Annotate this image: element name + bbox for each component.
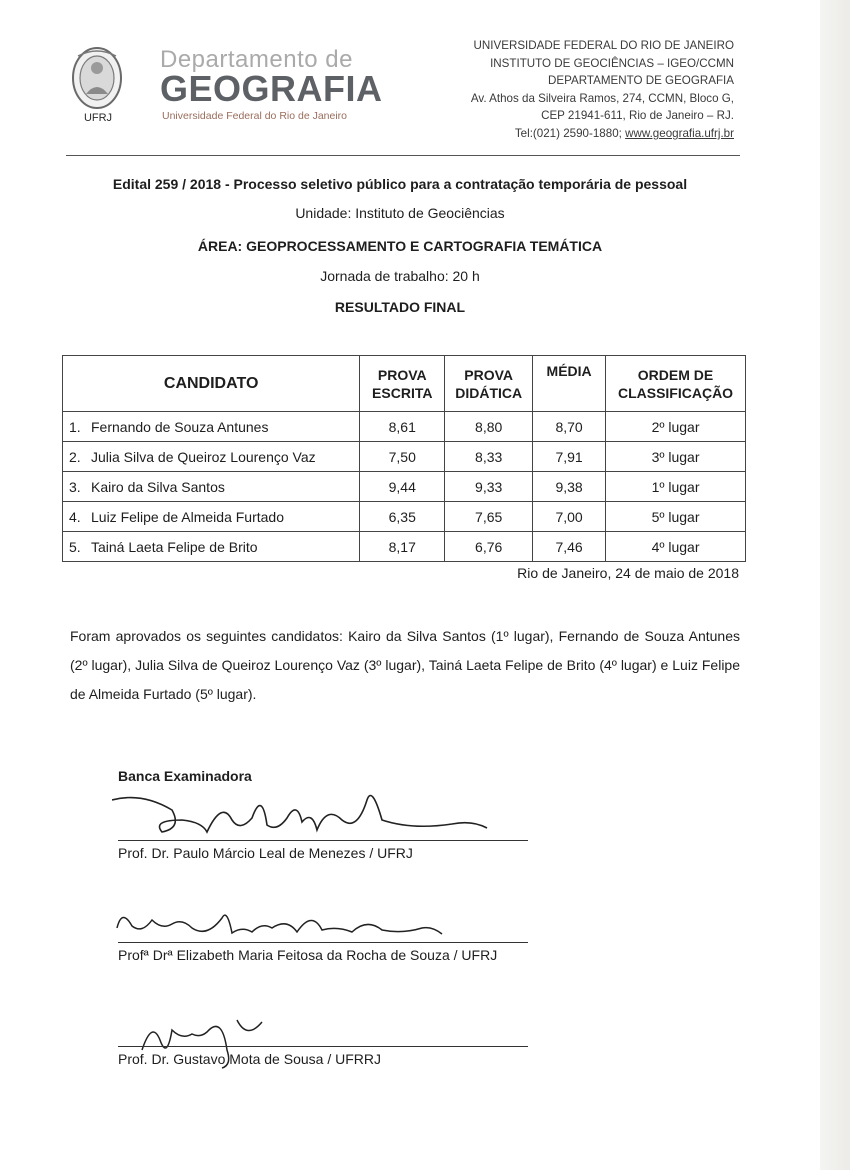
score-media: 7,00 [533,502,606,532]
classification: 5º lugar [606,502,746,532]
table-row [63,442,746,472]
inst-line: DEPARTAMENTO DE GEOGRAFIA [548,74,734,88]
inst-line: UNIVERSIDADE FEDERAL DO RIO DE JANEIRO [473,39,734,52]
table-header-row [63,356,746,412]
score-media: 8,70 [533,412,606,442]
candidate-name: 3. Kairo da Silva Santos [63,472,360,502]
candidate-name: 2. Julia Silva de Queiroz Lourenço Vaz [63,442,360,472]
classification: 3º lugar [606,442,746,472]
signature-1 [112,780,492,842]
score-didatica: 9,33 [445,472,533,502]
paper-edge [820,0,850,1170]
approved-paragraph: Foram aprovados os seguintes candidatos: Kairo da Silva Santos (1º lugar), Fernando de Souza Antunes (2º lugar), Julia Silva de Queiroz Lourenço Vaz (3º lugar), Tainá Laeta Felipe de Brito (4º lugar) e Luiz Felipe de Almeida Furtado (5º lugar). [70,628,740,702]
document-date: Rio de Janeiro, 24 de maio de 2018 [517,565,739,581]
edital-title: Edital 259 / 2018 - Processo seletivo público para a contratação temporária de pessoal [112,176,688,192]
score-media: 7,46 [533,532,606,562]
header-candidato: CANDIDATO [63,356,360,412]
signature-line-3 [118,1046,528,1047]
resultado-title: RESULTADO FINAL [334,299,466,315]
signature-line-2 [118,942,528,943]
classification: 1º lugar [606,472,746,502]
contact-line [471,125,734,143]
candidate-name: 4. Luiz Felipe de Almeida Furtado [63,502,360,532]
inst-line: INSTITUTO DE GEOCIÊNCIAS – IGEO/CCMN [490,56,734,70]
telephone: Tel:(021) 2590-1880; [514,126,626,140]
jornada-line: Jornada de trabalho: 20 h [320,268,480,284]
header-prova-escrita: PROVA ESCRITA [360,356,445,412]
examiner-name-3: Prof. Dr. Gustavo Mota de Sousa / UFRRJ [118,1051,381,1067]
signature-2 [112,898,452,944]
banca-title: Banca Examinadora [118,768,252,784]
table-row [63,472,746,502]
header-ordem: ORDEM DE CLASSIFICAÇÃO [606,356,746,412]
candidate-name: 1. Fernando de Souza Antunes [63,412,360,442]
results-table [62,355,746,562]
table-row [63,502,746,532]
table-row [63,412,746,442]
candidate-name: 5. Tainá Laeta Felipe de Brito [63,532,360,562]
score-escrita: 9,44 [360,472,445,502]
score-media: 9,38 [533,472,606,502]
score-escrita: 6,35 [360,502,445,532]
score-didatica: 8,33 [445,442,533,472]
score-escrita: 7,50 [360,442,445,472]
area-title: ÁREA: GEOPROCESSAMENTO E CARTOGRAFIA TEMÁTICA [197,238,603,254]
inst-line: CEP 21941-611, Rio de Janeiro – RJ. [541,109,734,123]
website-link[interactable]: www.geografia.ufrj.br [625,126,734,140]
signature-line-1 [118,840,528,841]
examiner-name-1: Prof. Dr. Paulo Márcio Leal de Menezes / UFRJ [118,845,413,861]
classification: 4º lugar [606,532,746,562]
score-didatica: 6,76 [445,532,533,562]
score-escrita: 8,61 [360,412,445,442]
dept-logo-main: GEOGRAFIA [160,68,383,109]
header-media: MÉDIA [533,356,606,412]
header-prova-didatica: PROVA DIDÁTICA [445,356,533,412]
score-escrita: 8,17 [360,532,445,562]
header-divider [66,155,740,156]
dept-logo-subtitle: Universidade Federal do Rio de Janeiro [162,110,348,122]
inst-line: Av. Athos da Silveira Ramos, 274, CCMN, Bloco G, [470,91,734,105]
unidade-line: Unidade: Instituto de Geociências [295,205,505,221]
institution-address [471,37,734,143]
table-row [63,532,746,562]
dept-logo-top: Departamento de [160,46,353,73]
examiner-name-2: Profª Drª Elizabeth Maria Feitosa da Rocha de Souza / UFRJ [118,947,498,963]
score-didatica: 7,65 [445,502,533,532]
classification: 2º lugar [606,412,746,442]
score-media: 7,91 [533,442,606,472]
crest-label: UFRJ [83,112,113,124]
score-didatica: 8,80 [445,412,533,442]
